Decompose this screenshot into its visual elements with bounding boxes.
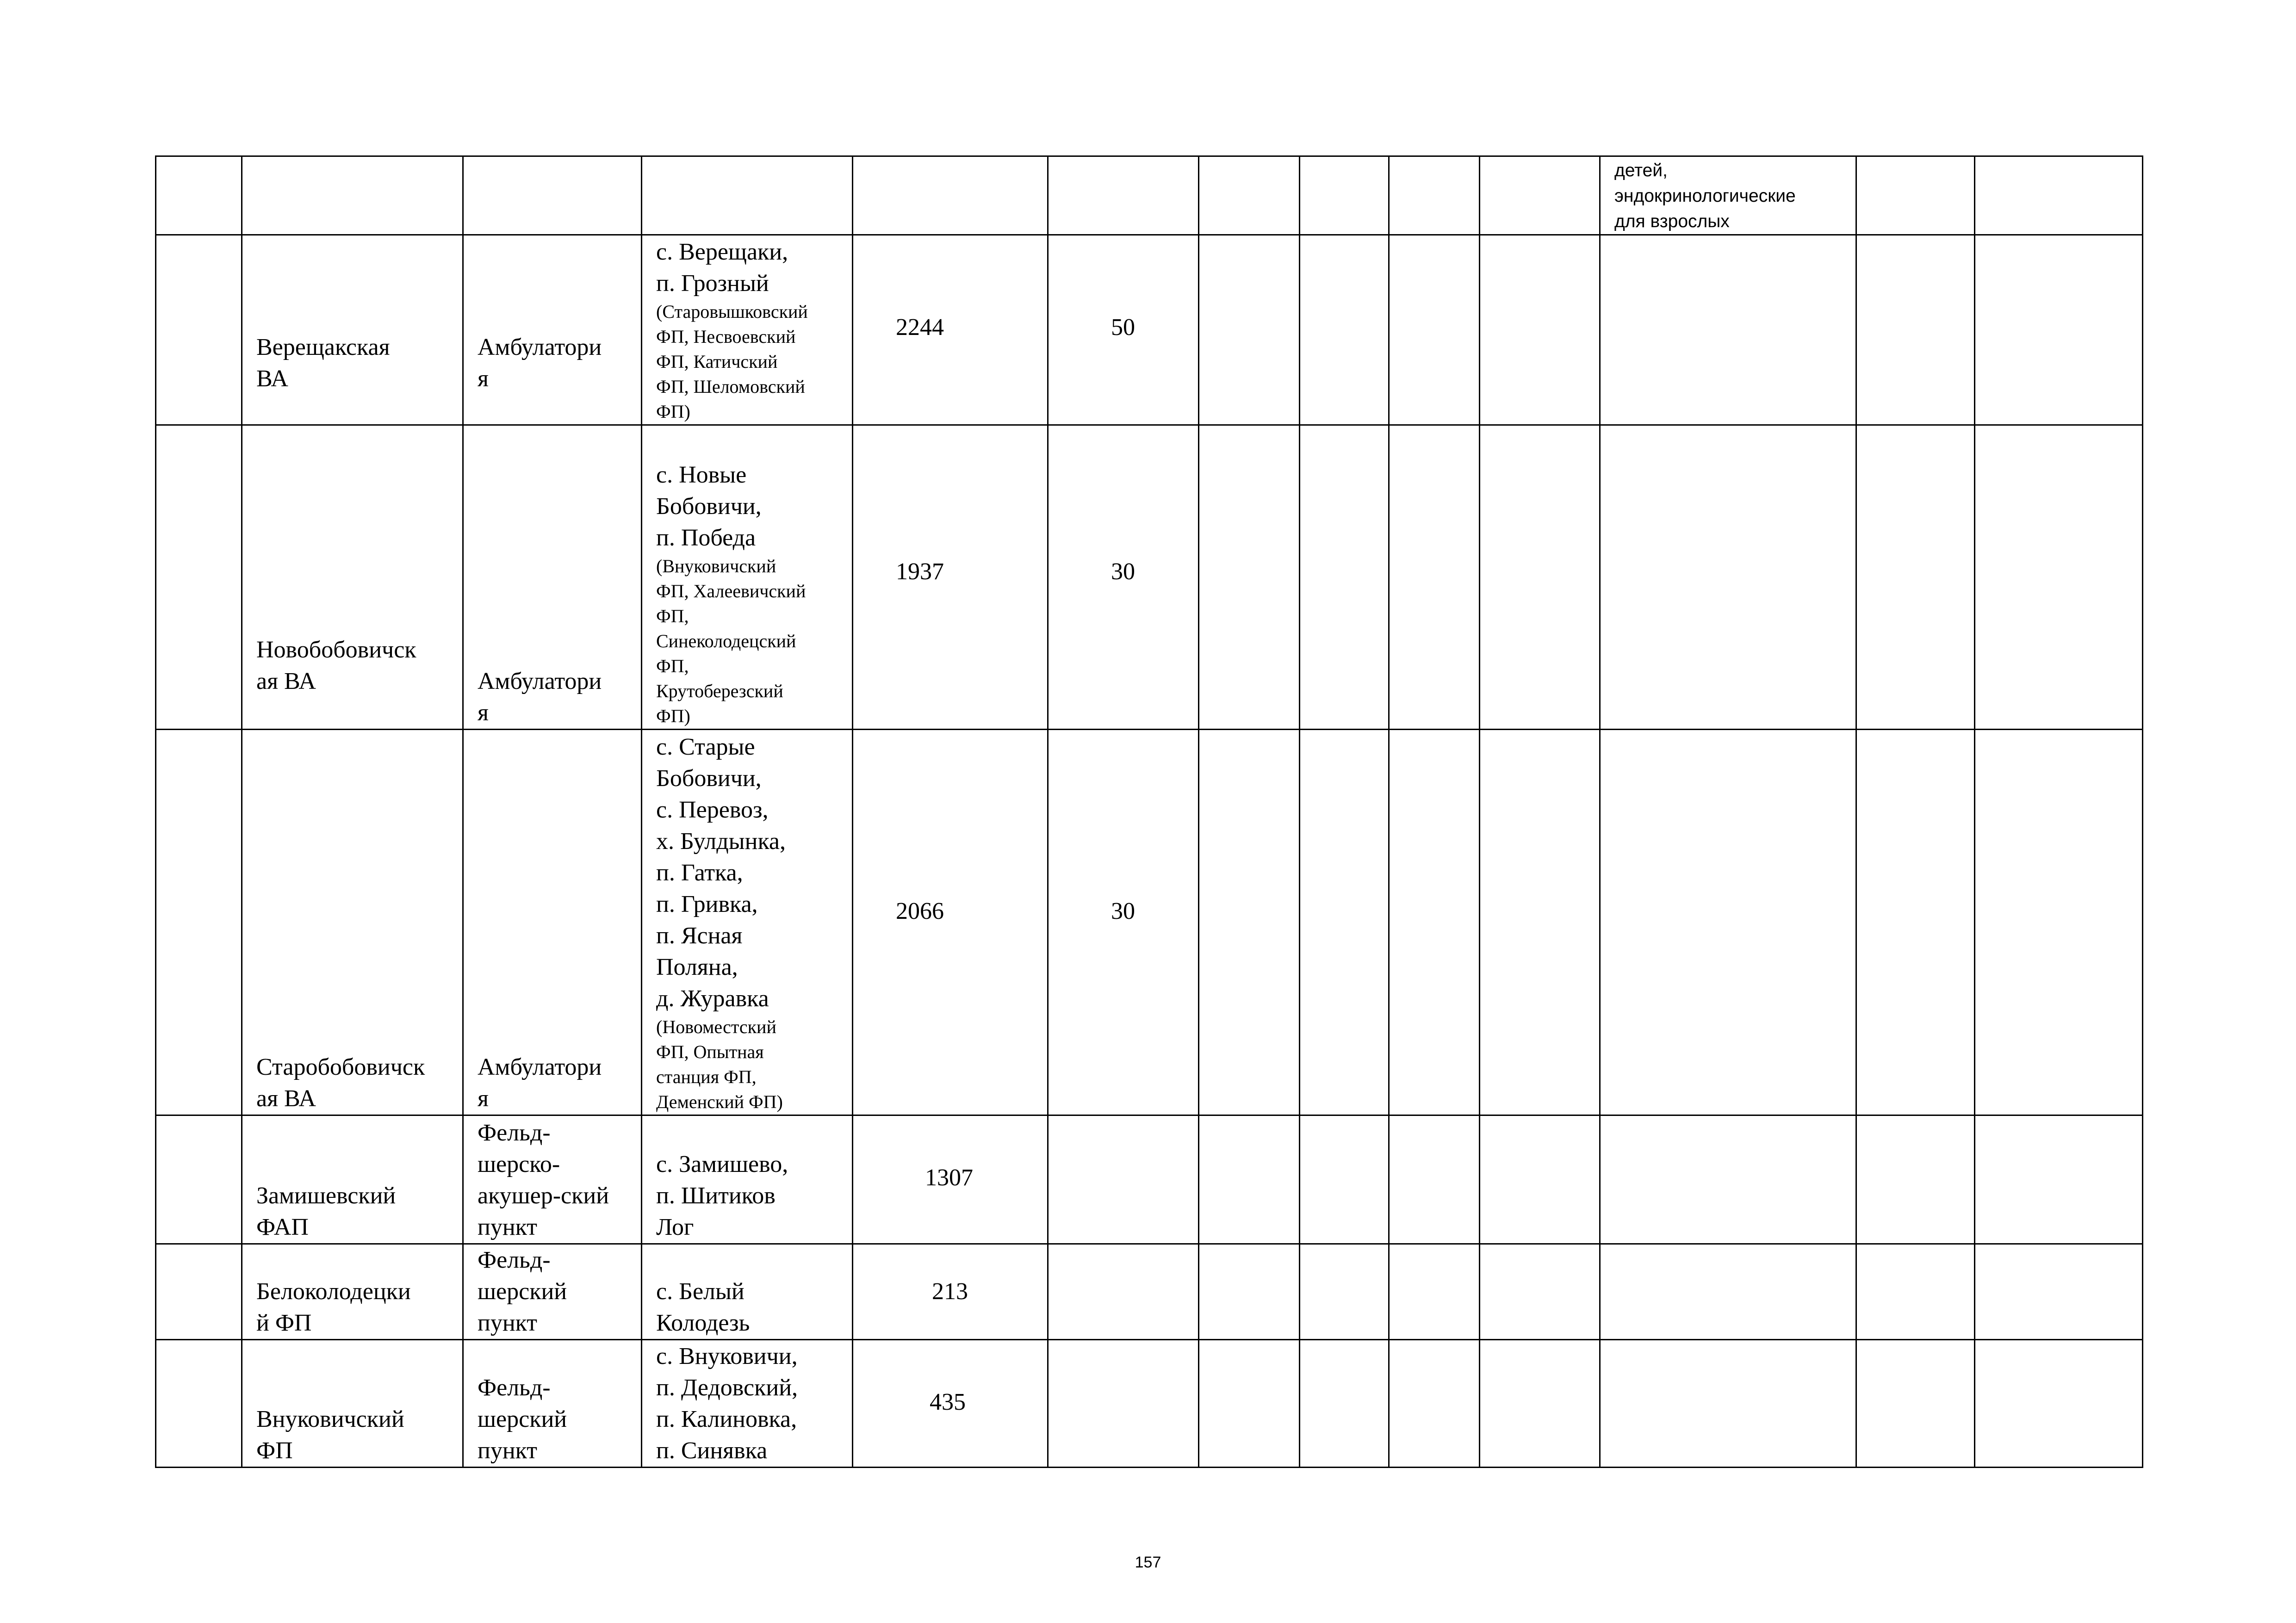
facility-type-cell: [463, 425, 642, 730]
specialist-note-cell: [1600, 156, 1856, 235]
empty-cell: [1600, 425, 1856, 730]
empty-cell: [1600, 1244, 1856, 1340]
empty-cell: [1199, 235, 1300, 425]
empty-cell: [1480, 730, 1600, 1115]
empty-cell: [1856, 235, 1975, 425]
population-value: 1307: [925, 1165, 973, 1191]
empty-cell: [156, 1115, 242, 1244]
population-cell: [853, 425, 1048, 730]
facility-type: Фельд- шерско- акушер-ский пункт: [478, 1120, 609, 1240]
table-row: [156, 1244, 2143, 1340]
population-cell: [853, 1115, 1048, 1244]
empty-cell: [1389, 1115, 1480, 1244]
population-value: 2066: [896, 898, 944, 924]
table-row: [156, 1340, 2143, 1468]
empty-cell: [1389, 156, 1480, 235]
attached-points: (Внуковичский ФП, Халеевичский ФП, Синеколодецский ФП, Крутоберезский ФП): [656, 556, 806, 726]
empty-cell: [1480, 156, 1600, 235]
empty-cell: [1856, 425, 1975, 730]
empty-cell: [1480, 235, 1600, 425]
settlements-list: с. Новые Бобовичи, п. Победа: [656, 462, 762, 551]
empty-cell: [1480, 1340, 1600, 1468]
settlements-cell: [642, 730, 853, 1115]
facility-name-cell: [242, 730, 463, 1115]
facility-type: Амбулатори я: [478, 668, 602, 726]
empty-cell: [1975, 425, 2143, 730]
settlements-cell: [642, 235, 853, 425]
empty-cell: [156, 425, 242, 730]
empty-cell: [242, 156, 463, 235]
population-cell: [853, 235, 1048, 425]
population-cell: [853, 1340, 1048, 1468]
facility-name-cell: [242, 1340, 463, 1468]
empty-cell: [1389, 730, 1480, 1115]
empty-cell: [1856, 1340, 1975, 1468]
empty-cell: [1480, 425, 1600, 730]
facility-name: Белоколодецки й ФП: [256, 1278, 411, 1336]
empty-cell: [1600, 1115, 1856, 1244]
facility-type-cell: [463, 730, 642, 1115]
population-value: 2244: [896, 314, 944, 341]
facility-type: Фельд- шерский пункт: [478, 1247, 567, 1336]
facility-type: Амбулатори я: [478, 1054, 602, 1112]
empty-cell: [1300, 425, 1389, 730]
empty-cell: [1856, 1244, 1975, 1340]
facility-name-cell: [242, 1115, 463, 1244]
attached-points: (Старовышковский ФП, Несвоевский ФП, Катичский ФП, Шеломовский ФП): [656, 301, 808, 422]
empty-cell: [1975, 730, 2143, 1115]
empty-cell: [1856, 1115, 1975, 1244]
capacity-cell: [1048, 730, 1199, 1115]
facility-name: Верещакская ВА: [256, 334, 390, 392]
settlements-list: с. Белый Колодезь: [656, 1278, 750, 1336]
facility-type-cell: [463, 1244, 642, 1340]
capacity-value: 50: [1111, 314, 1135, 341]
empty-cell: [156, 1244, 242, 1340]
empty-cell: [1480, 1115, 1600, 1244]
empty-cell: [1300, 235, 1389, 425]
facility-name-cell: [242, 1244, 463, 1340]
settlements-cell: [642, 1244, 853, 1340]
empty-cell: [1199, 1115, 1300, 1244]
empty-cell: [1975, 1244, 2143, 1340]
population-value: 435: [930, 1389, 966, 1415]
empty-cell: [1389, 425, 1480, 730]
empty-cell: [1048, 1244, 1199, 1340]
facility-name: Внуковичский ФП: [256, 1406, 404, 1464]
register-table: [155, 155, 2143, 1468]
table-row: [156, 235, 2143, 425]
table-row: [156, 730, 2143, 1115]
population-cell: [853, 730, 1048, 1115]
empty-cell: [1199, 156, 1300, 235]
empty-cell: [1300, 1115, 1389, 1244]
facility-type: Фельд- шерский пункт: [478, 1375, 567, 1464]
empty-cell: [1048, 1115, 1199, 1244]
population-value: 213: [932, 1278, 968, 1305]
empty-cell: [1300, 730, 1389, 1115]
empty-cell: [1480, 1244, 1600, 1340]
capacity-cell: [1048, 425, 1199, 730]
empty-cell: [1856, 730, 1975, 1115]
empty-cell: [1600, 1340, 1856, 1468]
population-cell: [853, 1244, 1048, 1340]
empty-cell: [1389, 1244, 1480, 1340]
empty-cell: [1199, 425, 1300, 730]
empty-cell: [1975, 156, 2143, 235]
empty-cell: [1389, 1340, 1480, 1468]
settlements-cell: [642, 1115, 853, 1244]
facility-type-cell: [463, 1340, 642, 1468]
table-row-continued: [156, 156, 2143, 235]
population-value: 1937: [896, 558, 944, 585]
settlements-list: с. Замишево, п. Шитиков Лог: [656, 1151, 788, 1240]
facility-name: Старобобовичск ая ВА: [256, 1054, 425, 1112]
empty-cell: [156, 156, 242, 235]
settlements-list: с. Старые Бобовичи, с. Перевоз, х. Булдынка, п. Гатка, п. Гривка, п. Ясная Поляна, д. Журавка: [656, 734, 786, 1012]
table-row: [156, 425, 2143, 730]
empty-cell: [1975, 1115, 2143, 1244]
empty-cell: [156, 1340, 242, 1468]
empty-cell: [1199, 730, 1300, 1115]
facility-name: Замишевский ФАП: [256, 1183, 396, 1240]
empty-cell: [1600, 235, 1856, 425]
empty-cell: [1048, 156, 1199, 235]
page-number: 157: [1135, 1554, 1161, 1571]
facility-type-cell: [463, 235, 642, 425]
empty-cell: [1975, 235, 2143, 425]
empty-cell: [1048, 1340, 1199, 1468]
settlements-list: с. Верещаки, п. Грозный: [656, 239, 788, 297]
facility-name: Новобобовичск ая ВА: [256, 637, 416, 694]
facility-name-cell: [242, 425, 463, 730]
table-row: [156, 1115, 2143, 1244]
capacity-value: 30: [1111, 558, 1135, 585]
empty-cell: [1199, 1244, 1300, 1340]
empty-cell: [1300, 1244, 1389, 1340]
capacity-value: 30: [1111, 898, 1135, 924]
empty-cell: [642, 156, 853, 235]
settlements-cell: [642, 425, 853, 730]
facility-type: Амбулатори я: [478, 334, 602, 392]
capacity-cell: [1048, 235, 1199, 425]
empty-cell: [1199, 1340, 1300, 1468]
facility-type-cell: [463, 1115, 642, 1244]
empty-cell: [1300, 156, 1389, 235]
empty-cell: [1389, 235, 1480, 425]
facility-name-cell: [242, 235, 463, 425]
empty-cell: [1975, 1340, 2143, 1468]
empty-cell: [156, 730, 242, 1115]
attached-points: (Новоместский ФП, Опытная станция ФП, Деменский ФП): [656, 1016, 783, 1112]
empty-cell: [463, 156, 642, 235]
empty-cell: [1300, 1340, 1389, 1468]
settlements-list: с. Внуковичи, п. Дедовский, п. Калиновка, п. Синявка: [656, 1343, 798, 1464]
empty-cell: [1856, 156, 1975, 235]
specialist-note-text: детей, эндокринологические для взрослых: [1614, 161, 1796, 231]
settlements-cell: [642, 1340, 853, 1468]
empty-cell: [853, 156, 1048, 235]
empty-cell: [156, 235, 242, 425]
empty-cell: [1600, 730, 1856, 1115]
